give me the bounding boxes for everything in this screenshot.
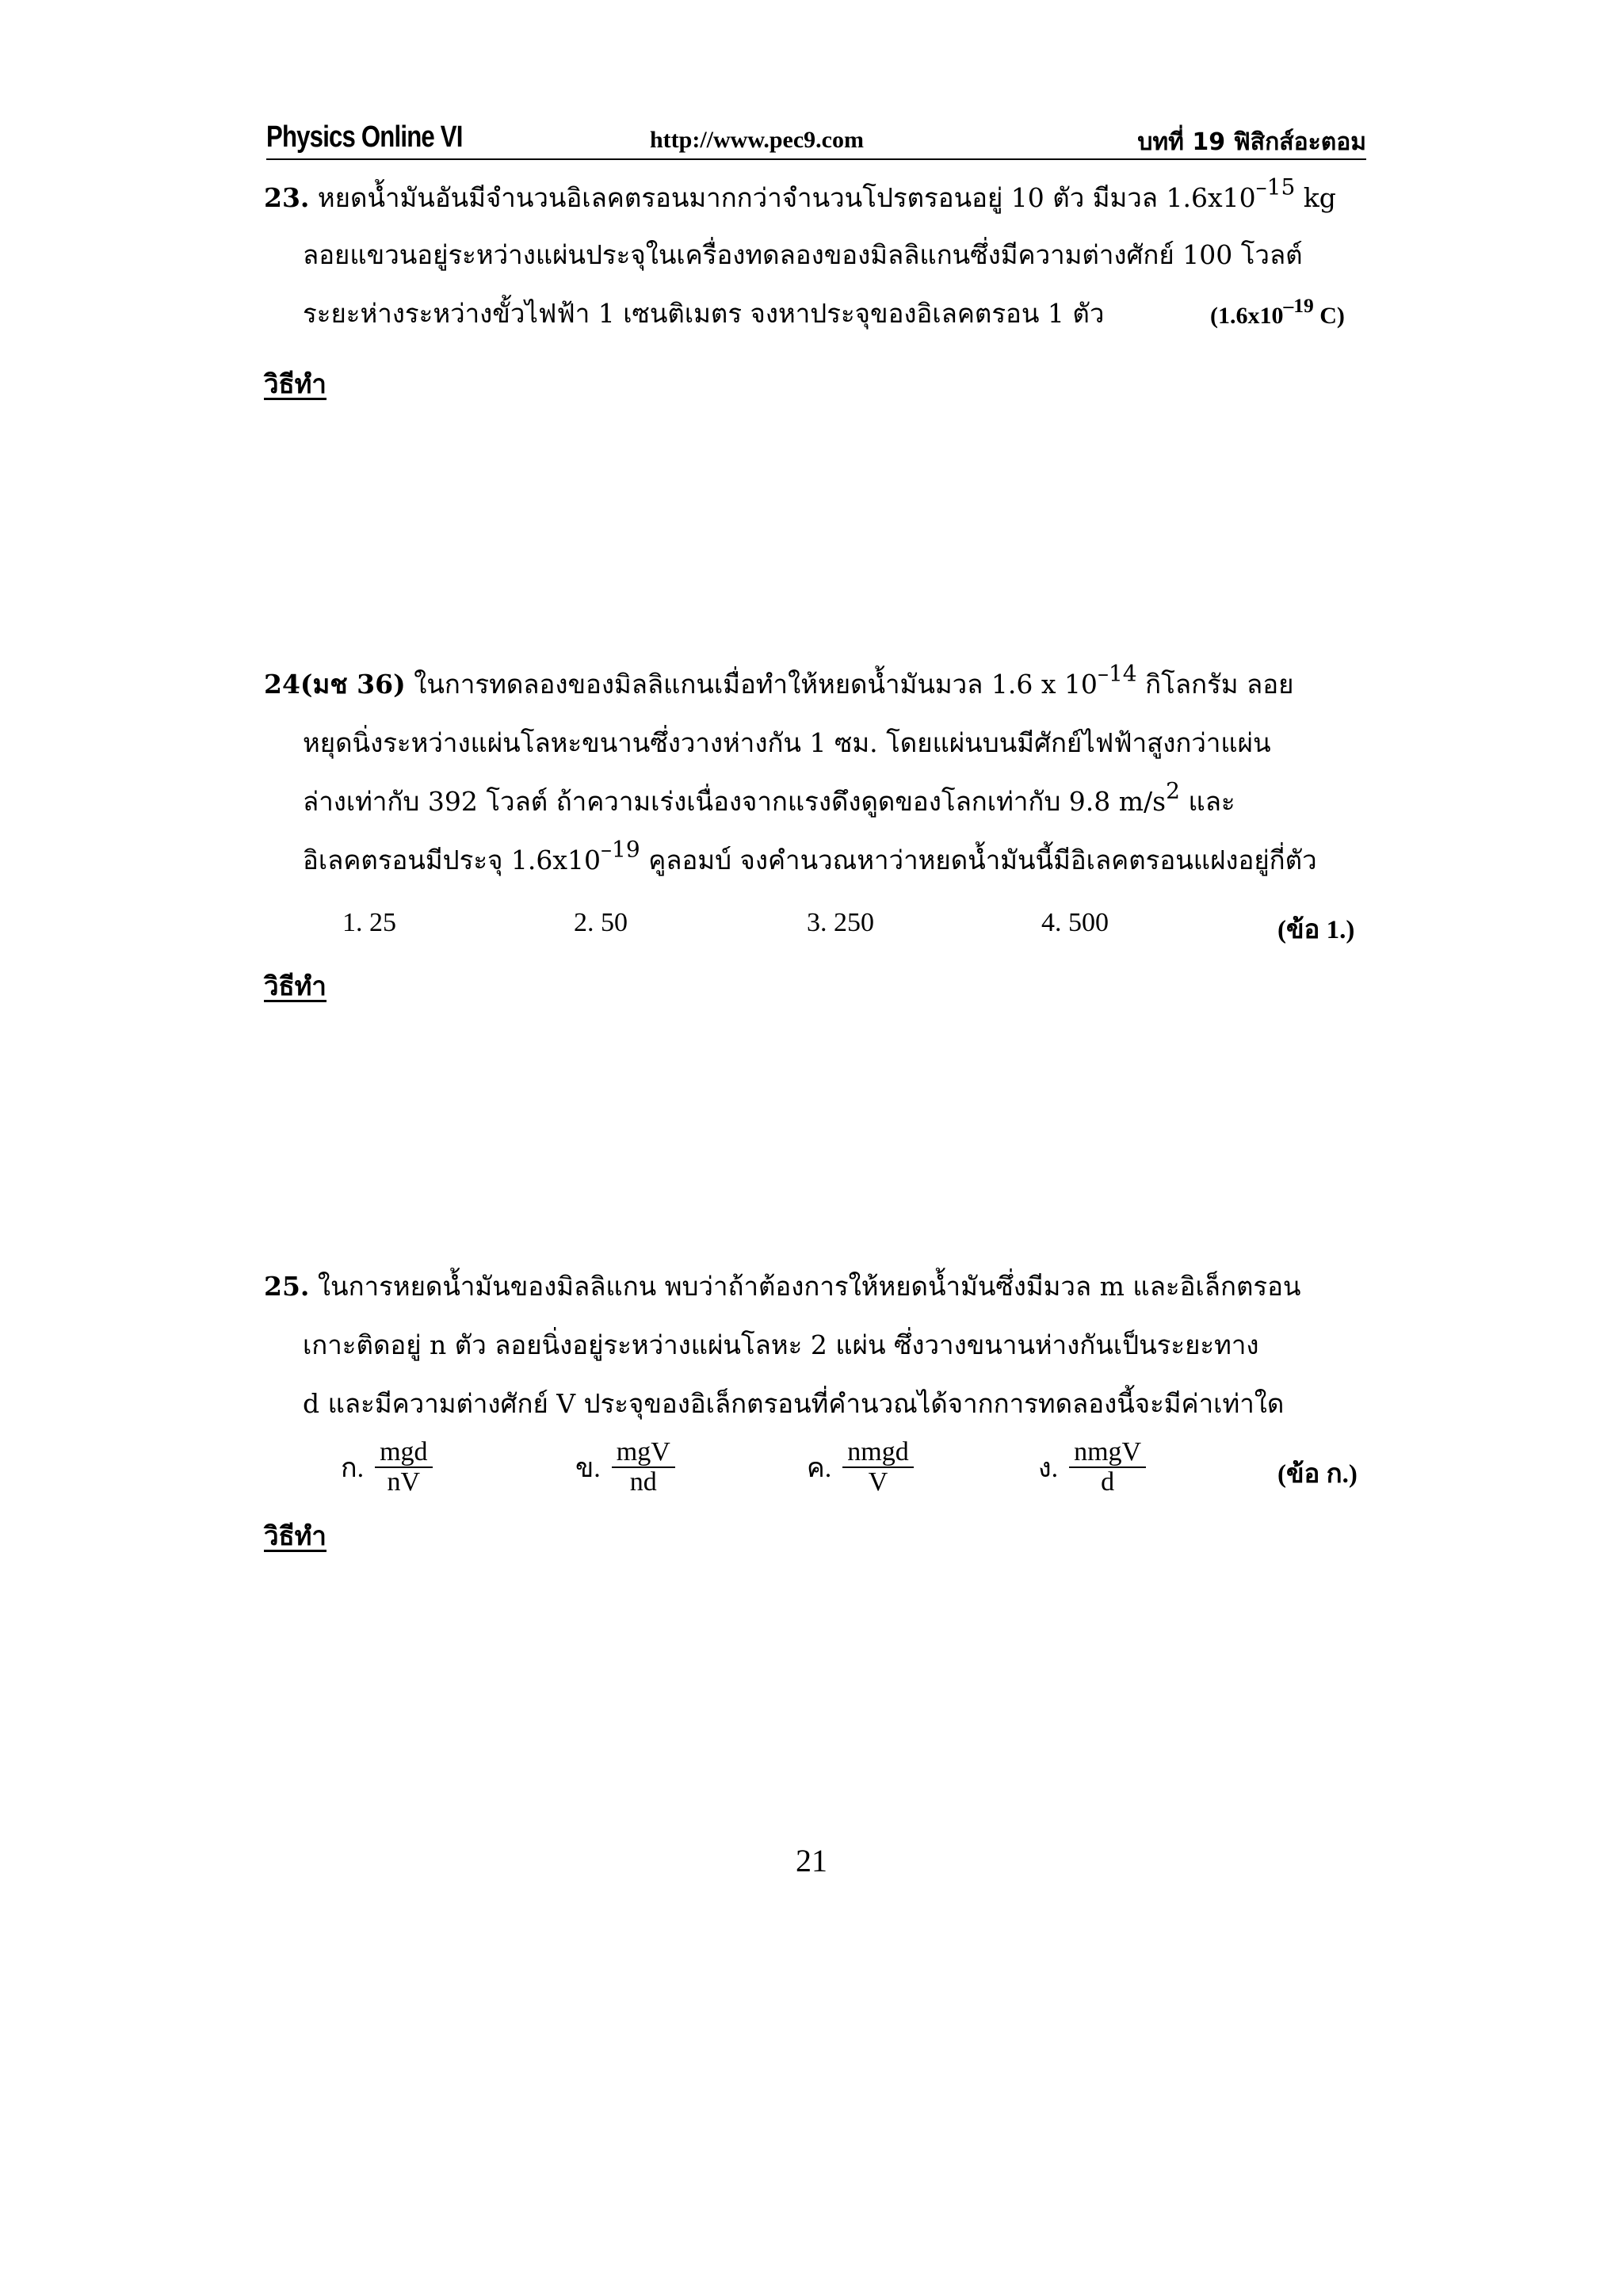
q25-choice-a-denominator: nV — [387, 1467, 421, 1497]
q25-line-2: เกาะติดอยู่ n ตัว ลอยนิ่งอยู่ระหว่างแผ่นโลหะ 2 แผ่น ซึ่งวางขนานห่างกันเป็นระยะทาง — [303, 1329, 1259, 1360]
q25-choice-b-fraction — [612, 1438, 675, 1497]
q24-method-label: วิธีทำ — [264, 971, 327, 1001]
q25-answer: (ข้อ ก.) — [1277, 1460, 1358, 1489]
header-chapter: บทที่ 19 ฟิสิกส์อะตอม — [1137, 128, 1366, 156]
q24-line-4-tail: คูลอมบ์ จงคำนวณหาว่าหยดน้ำมันนี้มีอิเลคตรอนแฝงอยู่กี่ตัว — [640, 845, 1317, 875]
q25-line-3: d และมีความต่างศักย์ V ประจุของอิเล็กตรอนที่คำนวณได้จากการทดลองนี้จะมีค่าเท่าใด — [303, 1388, 1285, 1419]
q25-choice-d-label: ง. — [1038, 1454, 1059, 1483]
q23-method-label: วิธีทำ — [264, 368, 327, 399]
q24-line-4-exp: –19 — [601, 836, 640, 863]
q25-choices — [0, 1438, 1623, 1501]
q23-line-2: ลอยแขวนอยู่ระหว่างแผ่นประจุในเครื่องทดลองของมิลลิแกนซึ่งมีความต่างศักย์ 100 โวลต์ — [303, 239, 1303, 270]
q25-choice-a — [341, 1438, 433, 1497]
header-url: http://www.pec9.com — [650, 127, 864, 153]
q23-line-1-text: หยดน้ำมันอันมีจำนวนอิเลคตรอนมากกว่าจำนวนโปรตรอนอยู่ 10 ตัว มีมวล 1.6x10 — [317, 182, 1256, 213]
q25-choice-b — [575, 1438, 675, 1497]
q25-choice-d-fraction — [1069, 1438, 1146, 1497]
q24-line-3-tail: และ — [1179, 786, 1235, 817]
q23-line-3: ระยะห่างระหว่างขั้วไฟฟ้า 1 เซนติเมตร จงหาประจุของอิเลคตรอน 1 ตัว — [303, 298, 1105, 329]
q23-line-1-unit: kg — [1295, 182, 1336, 213]
q25-choice-b-numerator: mgV — [612, 1438, 675, 1468]
q24-line-1-tail: กิโลกรัม ลอย — [1136, 669, 1294, 700]
q25-choice-d-numerator: nmgV — [1069, 1438, 1146, 1468]
q25-choice-a-fraction — [375, 1438, 432, 1497]
q24-line-2: หยุดนิ่งระหว่างแผ่นโลหะขนานซึ่งวางห่างกัน 1 ซม. โดยแผ่นบนมีศักย์ไฟฟ้าสูงกว่าแผ่น — [303, 727, 1271, 758]
q25-choice-c-fraction — [842, 1438, 913, 1497]
q24-line-1-text: ในการทดลองของมิลลิแกนเมื่อทำให้หยดน้ำมันมวล 1.6 x 10 — [405, 669, 1098, 700]
q23-line-1-exp: –15 — [1255, 174, 1296, 200]
q25-choice-c-label: ค. — [807, 1454, 832, 1483]
q25-choice-c-denominator: V — [868, 1467, 888, 1497]
q25-choice-d-denominator: d — [1101, 1467, 1115, 1497]
q23-answer-unit: C) — [1313, 303, 1345, 329]
q25-number: 25. — [264, 1271, 310, 1302]
q24-answer: (ข้อ 1.) — [1277, 916, 1355, 944]
q25-choice-b-denominator: nd — [629, 1467, 657, 1497]
q25-method-label: วิธีทำ — [264, 1520, 327, 1551]
q24-choice-1: 1. 25 — [342, 908, 396, 937]
q24-choice-2: 2. 50 — [574, 908, 628, 937]
page-number: 21 — [796, 1843, 827, 1878]
q24-number: 24(มช 36) — [264, 669, 406, 700]
q25-choice-b-label: ข. — [575, 1454, 601, 1483]
q23-answer-base: (1.6x10 — [1210, 303, 1284, 329]
q25-line-1-text: ในการหยดน้ำมันของมิลลิแกน พบว่าถ้าต้องการให้หยดน้ำมันซึ่งมีมวล m และอิเล็กตรอน — [309, 1271, 1301, 1302]
q25-line-1 — [264, 1269, 1300, 1304]
q24-line-3-exp: 2 — [1166, 777, 1180, 804]
q25-choice-a-numerator: mgd — [375, 1438, 432, 1468]
q24-line-3-text: ล่างเท่ากับ 392 โวลต์ ถ้าความเร่งเนื่องจากแรงดึงดูดของโลกเท่ากับ 9.8 m/s — [303, 786, 1167, 817]
q25-choice-c — [807, 1438, 914, 1497]
q24-choice-3: 3. 250 — [807, 908, 874, 937]
q25-choice-a-label: ก. — [341, 1454, 365, 1483]
q25-choice-c-numerator: nmgd — [842, 1438, 913, 1468]
header-site-name: Physics Online VI — [266, 120, 463, 154]
q24-choice-4: 4. 500 — [1041, 908, 1109, 937]
q23-number: 23. — [264, 182, 310, 213]
q23-answer-exp: –19 — [1283, 293, 1314, 317]
q25-choice-d — [1038, 1438, 1146, 1497]
q24-line-4-text: อิเลคตรอนมีประจุ 1.6x10 — [303, 845, 601, 875]
q24-line-1-exp: –14 — [1097, 660, 1137, 687]
